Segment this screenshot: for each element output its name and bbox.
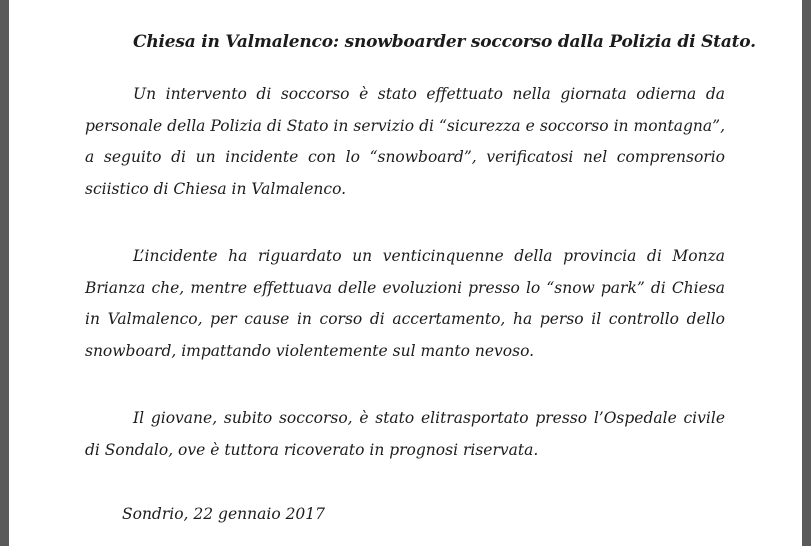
paragraph-3: Il giovane, subito soccorso, è stato elitrasportato presso l’Ospedale civile di Sondalo, ove è tuttora ricoverato in prognosi riservata.: [85, 409, 725, 459]
paragraph-2: L’incidente ha riguardato un venticinquenne della provincia di Monza Brianza che, mentre effettuava delle evoluzioni presso lo “snow park” di Chiesa in Valmalenco, per cause in corso di accertamento, ha perso il controllo dello snowboard, impattando violentemente sul manto nevoso.: [85, 247, 725, 360]
left-window-border: [0, 0, 9, 546]
date-line: Sondrio, 22 gennaio 2017: [122, 505, 326, 523]
document-title: Chiesa in Valmalenco: snowboarder soccorso dalla Polizia di Stato.: [133, 32, 756, 52]
press-release-page: [9, 0, 802, 546]
paragraph-1: Un intervento di soccorso è stato effettuato nella giornata odierna da personale della Polizia di Stato in servizio di “sicurezza e soccorso in montagna”, a seguito di un incidente con lo “snowboard”, verificatosi nel comprensorio sciistico di Chiesa in Valmalenco.: [85, 85, 725, 198]
right-window-border: [802, 0, 811, 546]
